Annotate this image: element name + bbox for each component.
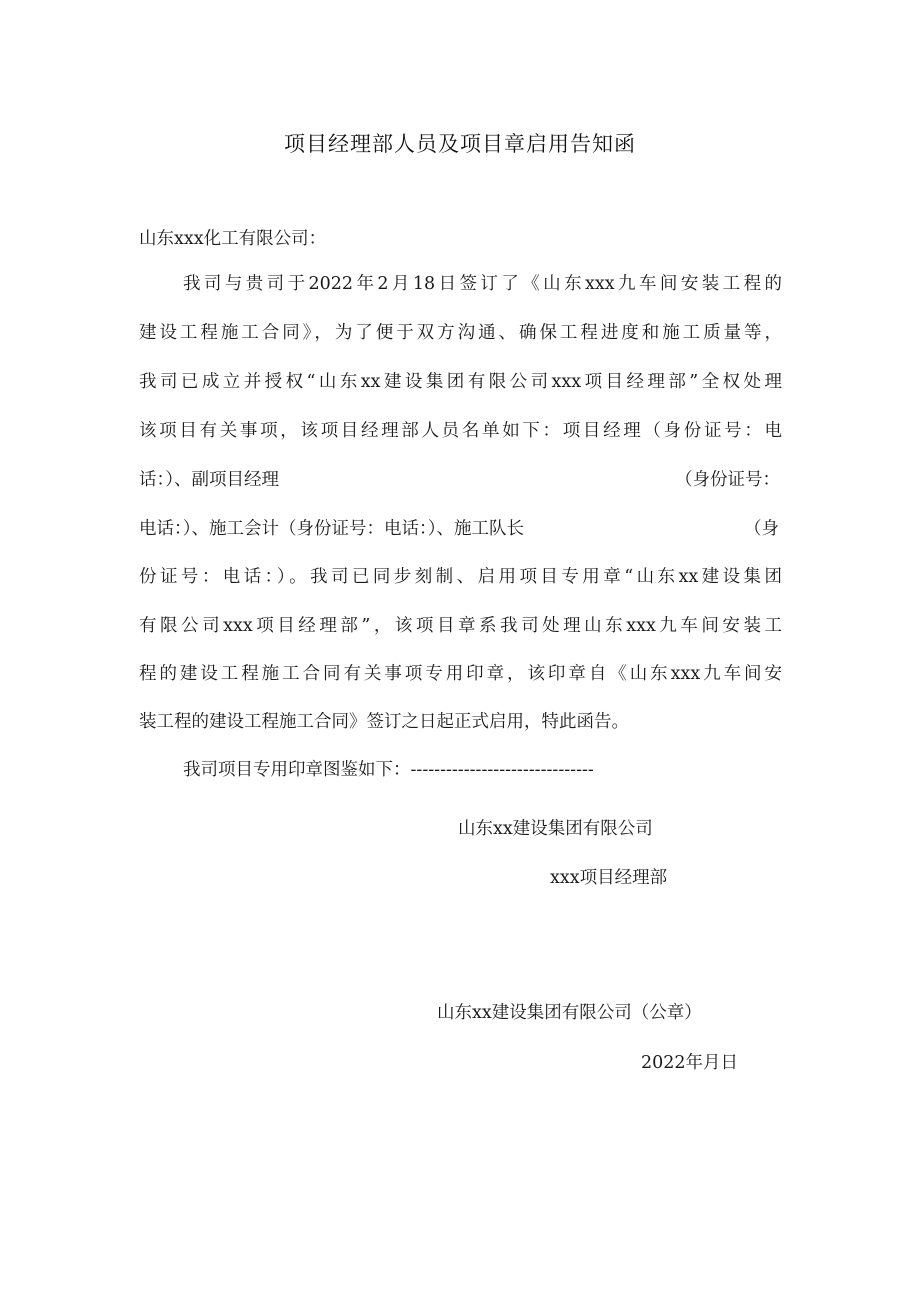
signature-department: xxx项目经理部: [550, 868, 668, 888]
signature-company: 山东xx建设集团有限公司: [458, 819, 653, 839]
body-line-10: 装工程的建设工程施工合同》签订之日起正式启用，特此函告。: [139, 712, 629, 732]
body-line-3: 我司已成立并授权“山东xx建设集团有限公司xxx项目经理部”全权处理: [139, 372, 782, 392]
body-line-8: 有限公司xxx项目经理部”，该项目章系我司处理山东xxx九车间安装工: [139, 616, 782, 636]
document-date: 2022年月日: [641, 1053, 739, 1073]
body-line-4: 该项目有关事项，该项目经理部人员名单如下：项目经理（身份证号：电: [139, 421, 782, 441]
body-line-6-left: 电话：）、施工会计（身份证号：电话：）、施工队长: [139, 519, 524, 539]
salutation: 山东xxx化工有限公司：: [139, 229, 327, 249]
body-line-1: 我司与贵司于2022年2月18日签订了《山东xxx九车间安装工程的: [183, 274, 782, 294]
seal-image-line: 我司项目专用印章图鉴如下：-------------------------------: [183, 760, 594, 780]
body-line-5-left: 话：）、副项目经理: [139, 470, 279, 490]
body-line-6-right: （身: [744, 519, 779, 539]
body-line-9: 程的建设工程施工合同有关事项专用印章，该印章自《山东xxx九车间安: [139, 664, 782, 684]
body-line-2: 建设工程施工合同》，为了便于双方沟通、确保工程进度和施工质量等，: [139, 323, 782, 343]
body-line-7: 份证号：电话：）。我司已同步刻制、启用项目专用章“山东xx建设集团: [139, 567, 782, 587]
body-line-5-right: （身份证号：: [675, 470, 780, 490]
document-title: 项目经理部人员及项目章启用告知函: [284, 132, 636, 156]
official-seal-line: 山东xx建设集团有限公司（公章）: [437, 1003, 702, 1023]
